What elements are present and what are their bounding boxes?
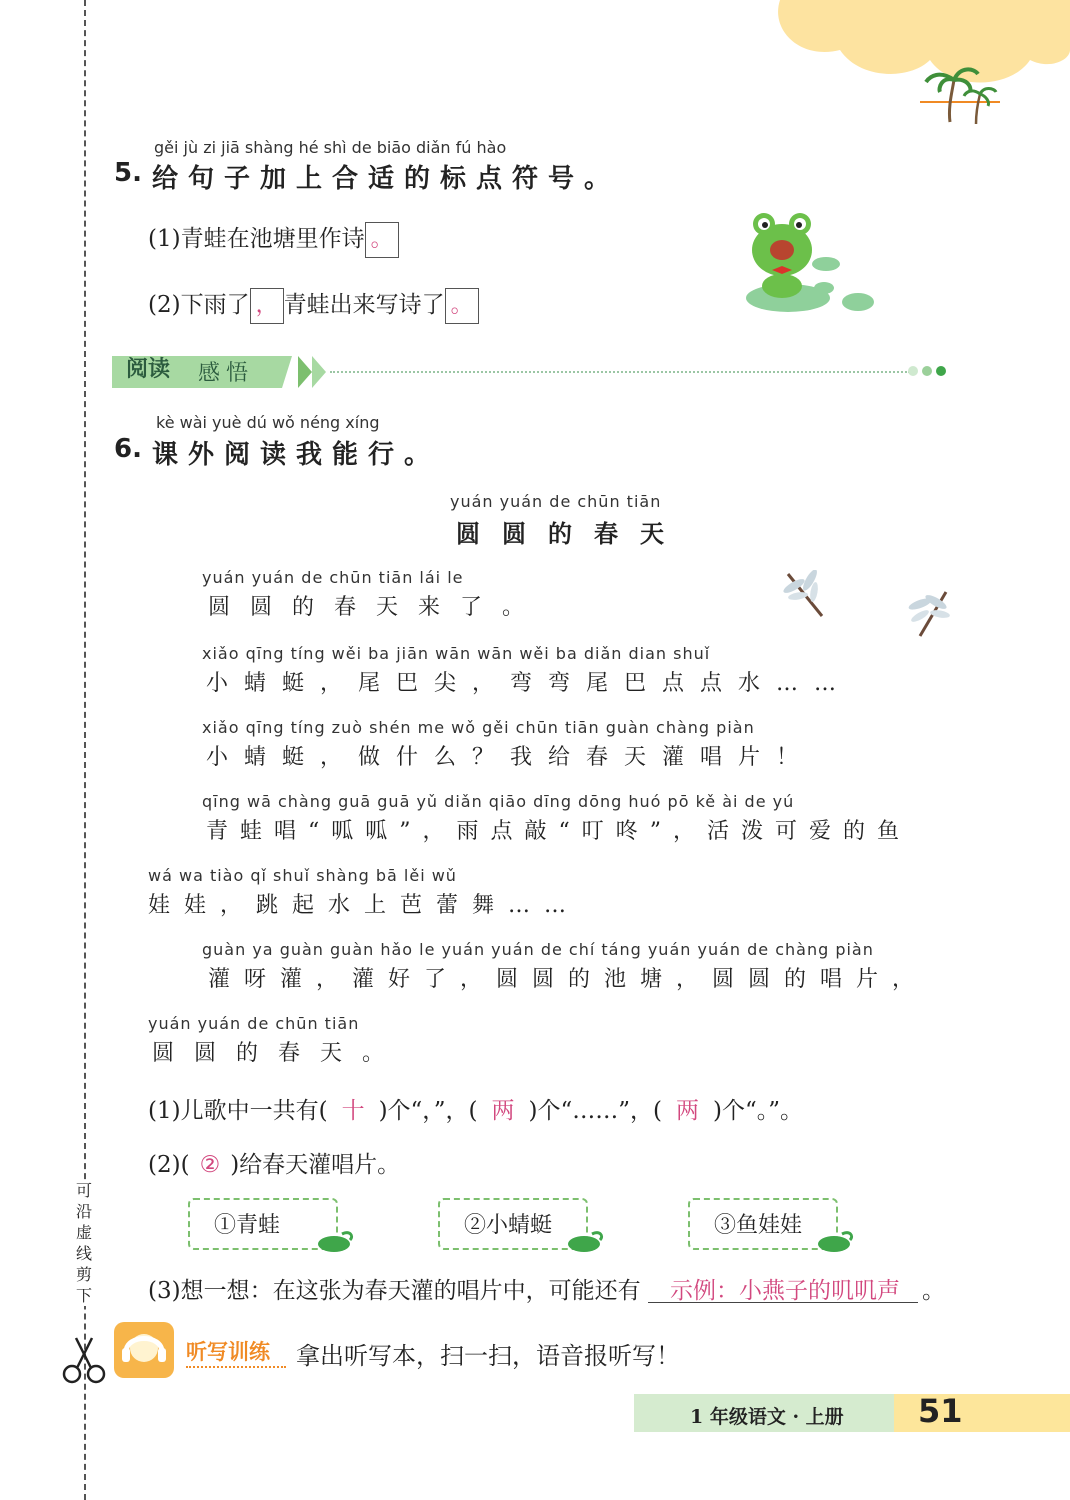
section-divider [330,371,910,373]
q6-sub-2: (2)( ② )给春天灌唱片。 [148,1152,401,1178]
poem-line-pinyin: guàn ya guàn guàn hǎo le yuán yuán de chí táng yuán yuán de chàng piàn [202,940,874,959]
poem-title: 圆圆的春天 [456,519,686,548]
dragonfly-icon [782,570,828,620]
poem-line: 灌呀灌，灌好了，圆圆的池塘，圆圆的唱片， [208,967,929,992]
lily-pad-icon [566,1230,606,1254]
poem-line: 圆圆的春天。 [152,1041,405,1066]
q6-pinyin: kè wài yuè dú wǒ néng xíng [156,413,380,432]
poem-line: 青蛙唱“呱呱”，雨点敲“叮咚”，活泼可爱的鱼 [206,819,911,844]
poem-line-pinyin: wá wa tiào qǐ shuǐ shàng bā lěi wǔ [148,866,457,885]
palm-tree-icon [920,62,1000,126]
q6-number: 6. [114,434,142,464]
poem-line: 小蜻蜓，尾巴尖，弯弯尾巴点点水…… [206,671,853,696]
listen-underline [186,1366,286,1368]
answer-field[interactable]: 示例：小燕子的叽叽声 [670,1278,900,1304]
answer-box[interactable]: ， [250,288,284,324]
answer-field[interactable]: 两 [676,1098,699,1124]
book-title: 1 年级语文 · 上册 [690,1406,844,1428]
poem-line: 小蜻蜓，做什么？我给春天灌唱片！ [206,745,815,770]
lily-pad-icon [816,1230,856,1254]
q6-sub-1: (1)儿歌中一共有( 十 )个“，”，( 两 )个“……”，( 两 )个“。”。 [148,1098,803,1124]
q6-sub-3: (3)想一想：在这张为春天灌的唱片中，可能还有 [148,1278,641,1304]
sentence-end: 。 [922,1278,945,1304]
headphone-icon[interactable] [114,1322,174,1378]
section-label-feel: 感悟 [198,361,255,386]
poem-line-pinyin: yuán yuán de chūn tiān [148,1014,360,1033]
answer-underline [648,1302,918,1303]
option-frog[interactable]: ①青蛙 [188,1198,338,1250]
answer-box[interactable]: 。 [445,288,479,324]
section-label-read: 阅读 [126,357,171,382]
answer-field[interactable]: 两 [491,1098,515,1124]
scissors-icon [62,1336,106,1386]
q6-title: 课外阅读我能行。 [152,440,441,470]
answer-box[interactable]: 。 [365,222,399,258]
frog-illustration [738,210,878,320]
q5-pinyin: gěi jù zi jiā shàng hé shì de biāo diǎn fú hào [154,138,507,157]
poem-line: 娃娃，跳起水上芭蕾舞…… [148,893,581,918]
listen-instruction: 拿出听写本，扫一扫，语音报听写！ [296,1342,680,1370]
answer-field[interactable]: ② [199,1152,221,1178]
poem-line-pinyin: xiǎo qīng tíng zuò shén me wǒ gěi chūn tiān guàn chàng piàn [202,718,755,737]
q5-item-2: (2)下雨了 ， 青蛙出来写诗了 。 [148,286,479,324]
dragonfly-icon [906,588,952,640]
poem-line-pinyin: xiǎo qīng tíng wěi ba jiān wān wān wěi ba diǎn dian shuǐ [202,644,711,663]
page-number: 51 [918,1392,963,1430]
option-fish[interactable]: ③鱼娃娃 [688,1198,838,1250]
poem-title-pinyin: yuán yuán de chūn tiān [450,492,662,511]
lily-pad-icon [316,1230,356,1254]
q5-item-1: (1)青蛙在池塘里作诗 。 [148,220,399,258]
answer-field[interactable]: 十 [341,1098,365,1124]
q5-number: 5. [114,158,142,188]
poem-line: 圆圆的春天来了。 [208,595,545,620]
option-dragonfly[interactable]: ②小蜻蜓 [438,1198,588,1250]
cut-hint: 可 沿 虚 线 剪 下 [72,1180,96,1306]
poem-line-pinyin: qīng wā chàng guā guā yǔ diǎn qiāo dīng dōng huó pō kě ài de yú [202,792,795,811]
dots-decoration [906,364,950,378]
listen-label: 听写训练 [186,1340,270,1364]
q5-title: 给句子加上合适的标点符号。 [152,164,621,194]
poem-line-pinyin: yuán yuán de chūn tiān lái le [202,568,464,587]
